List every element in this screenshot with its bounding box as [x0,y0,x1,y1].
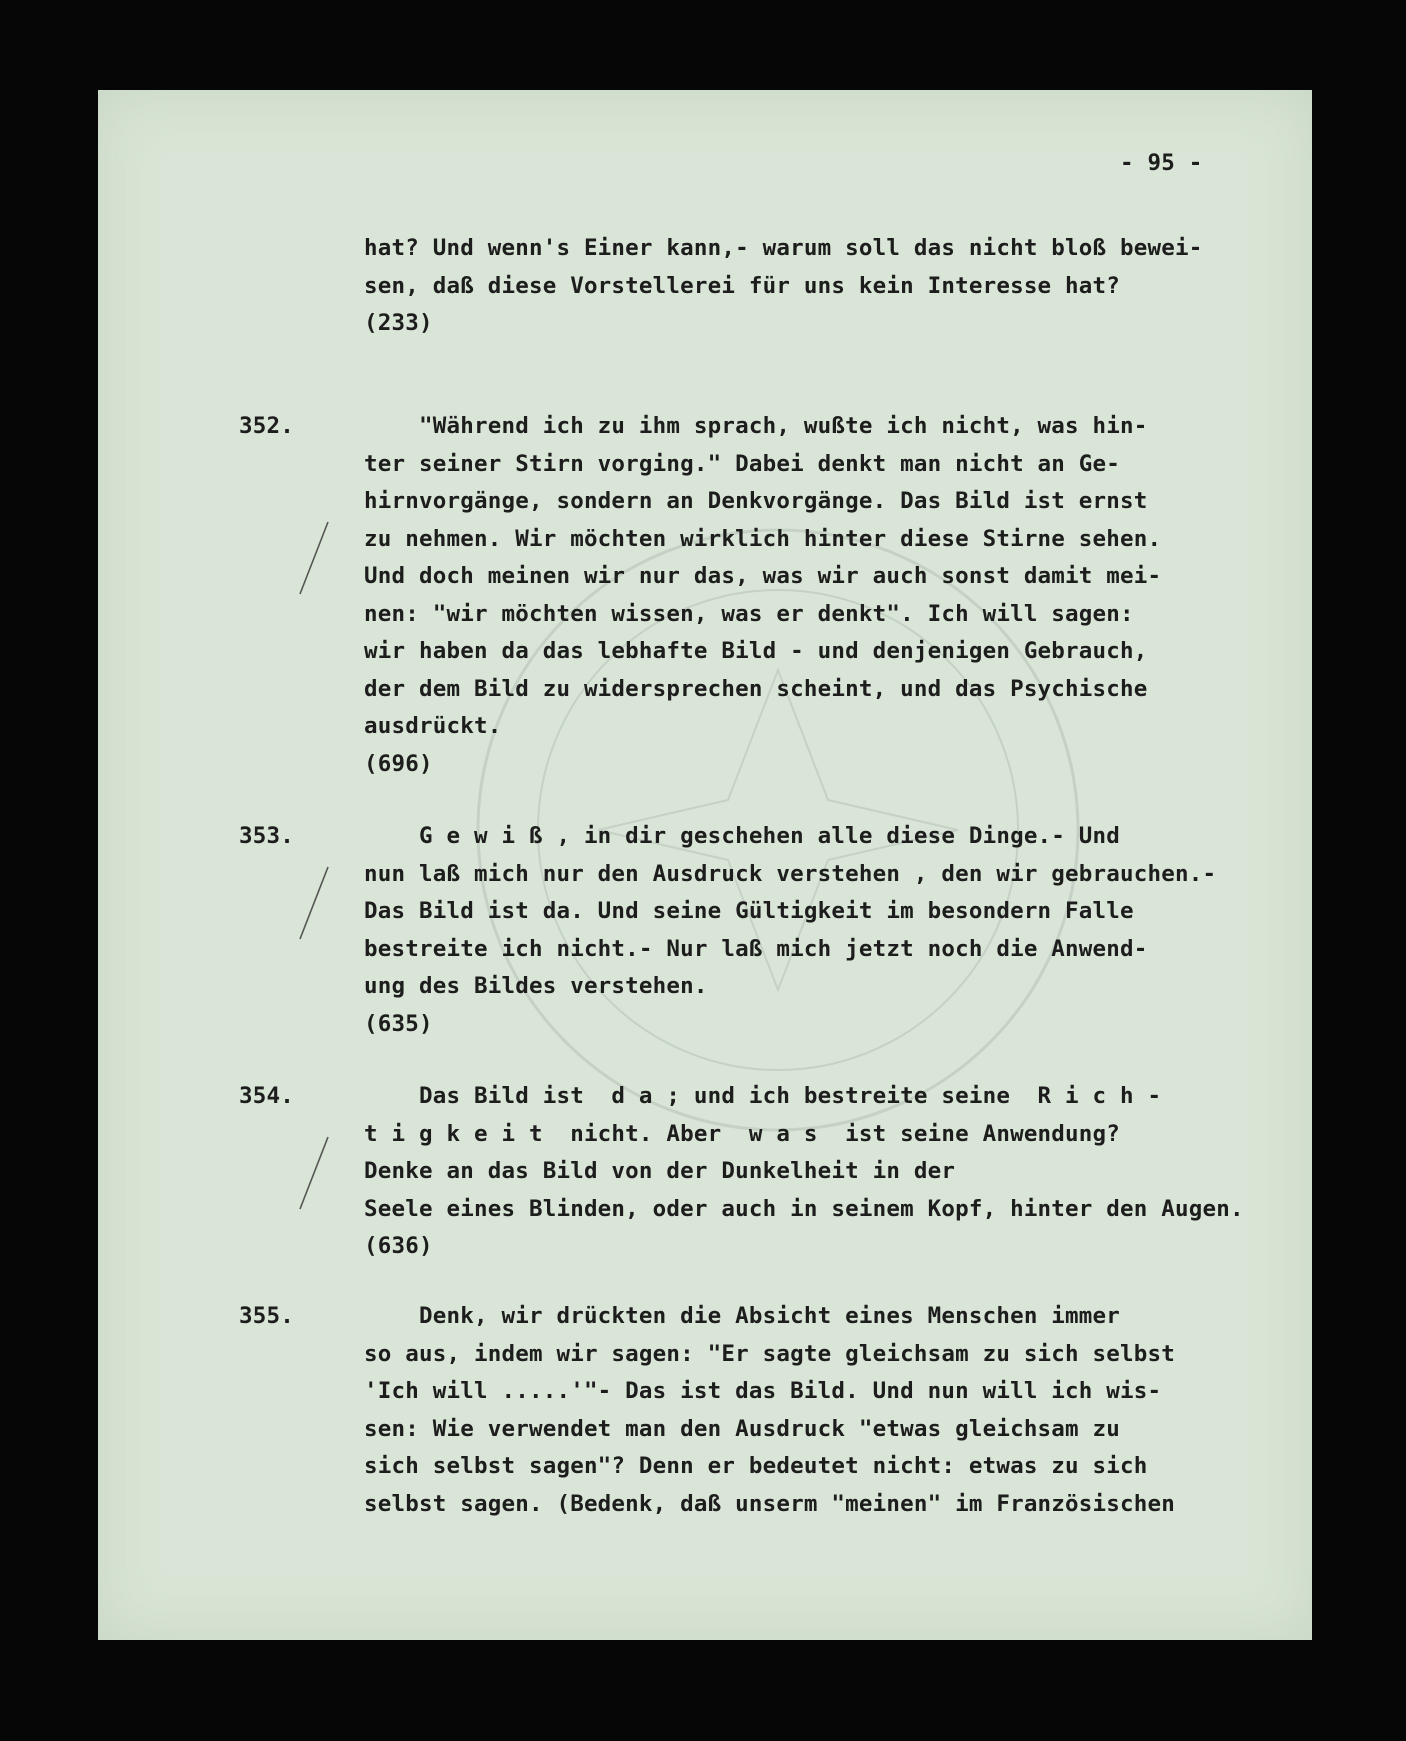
text-line: ung des Bildes verstehen. [364,973,708,999]
text-line: "Während ich zu ihm sprach, wußte ich nicht, was hin- [364,413,1148,439]
text-line: Denk, wir drückten die Absicht eines Menschen immer [364,1303,1121,1329]
text-line: Und doch meinen wir nur das, was wir auch sonst damit mei- [364,563,1162,589]
text-line: Seele eines Blinden, oder auch in seinem Kopf, hinter den Augen. [364,1195,1244,1222]
text-line: G e w i ß , in dir geschehen alle diese Dinge.- Und [364,823,1121,849]
text-line: sich selbst sagen"? Denn er bedeutet nicht: etwas zu sich [364,1453,1148,1479]
typescript-page [98,90,1312,1640]
paragraph-number: 353. [239,823,294,849]
text-line: hirnvorgänge, sondern an Denkvorgänge. Das Bild ist ernst [364,488,1148,514]
text-line: ausdrückt. [364,713,502,739]
text-line: 'Ich will .....'"- Das ist das Bild. Und nun will ich wis- [364,1378,1162,1404]
reference-number: (696) [364,750,433,777]
paragraph-number: 355. [239,1303,294,1329]
text-line: Das Bild ist da. Und seine Gültigkeit im besondern Falle [364,898,1134,924]
margin-slash-mark [294,863,334,943]
paragraph-text [364,408,1161,783]
text-line: ter seiner Stirn vorging." Dabei denkt man nicht an Ge- [364,450,1121,477]
text-line: Das Bild ist d a ; und ich bestreite seine R i c h - [364,1083,1162,1109]
page-number: - 95 - [1120,150,1203,176]
text-line: sen, daß diese Vorstellerei für uns kein Interesse hat? [364,272,1121,299]
text-line: Denke an das Bild von der Dunkelheit in der [364,1158,956,1184]
text-line: der dem Bild zu widersprechen scheint, und das Psychische [364,675,1148,702]
paragraph-text [364,1078,1244,1266]
reference-number: (636) [364,1233,433,1259]
margin-slash-mark [294,1133,334,1213]
reference-number: (233) [364,310,433,336]
paragraph-number: 354. [239,1083,294,1109]
text-line: bestreite ich nicht.- Nur laß mich jetzt noch die Anwend- [364,935,1148,962]
text-line: so aus, indem wir sagen: "Er sagte gleichsam zu sich selbst [364,1340,1176,1367]
text-line: nun laß mich nur den Ausdruck verstehen , den wir gebrauchen.- [364,860,1217,887]
paragraph-number: 352. [239,413,294,439]
paragraph-text [364,1298,1175,1523]
reference-number: (635) [364,1010,433,1037]
text-line: wir haben da das lebhafte Bild - und denjenigen Gebrauch, [364,638,1148,664]
text-line: sen: Wie verwendet man den Ausdruck "etwas gleichsam zu [364,1415,1121,1442]
text-line: selbst sagen. (Bedenk, daß unserm "meinen" im Französischen [364,1490,1176,1517]
text-line: hat? Und wenn's Einer kann,- warum soll das nicht bloß bewei- [364,235,1203,261]
paragraph-text [364,818,1216,1043]
paragraph-text [364,230,1203,343]
text-line: nen: "wir möchten wissen, was er denkt". Ich will sagen: [364,600,1134,627]
margin-slash-mark [294,518,334,598]
text-line: zu nehmen. Wir möchten wirklich hinter diese Stirne sehen. [364,525,1162,552]
text-line: t i g k e i t nicht. Aber w a s ist seine Anwendung? [364,1120,1121,1147]
